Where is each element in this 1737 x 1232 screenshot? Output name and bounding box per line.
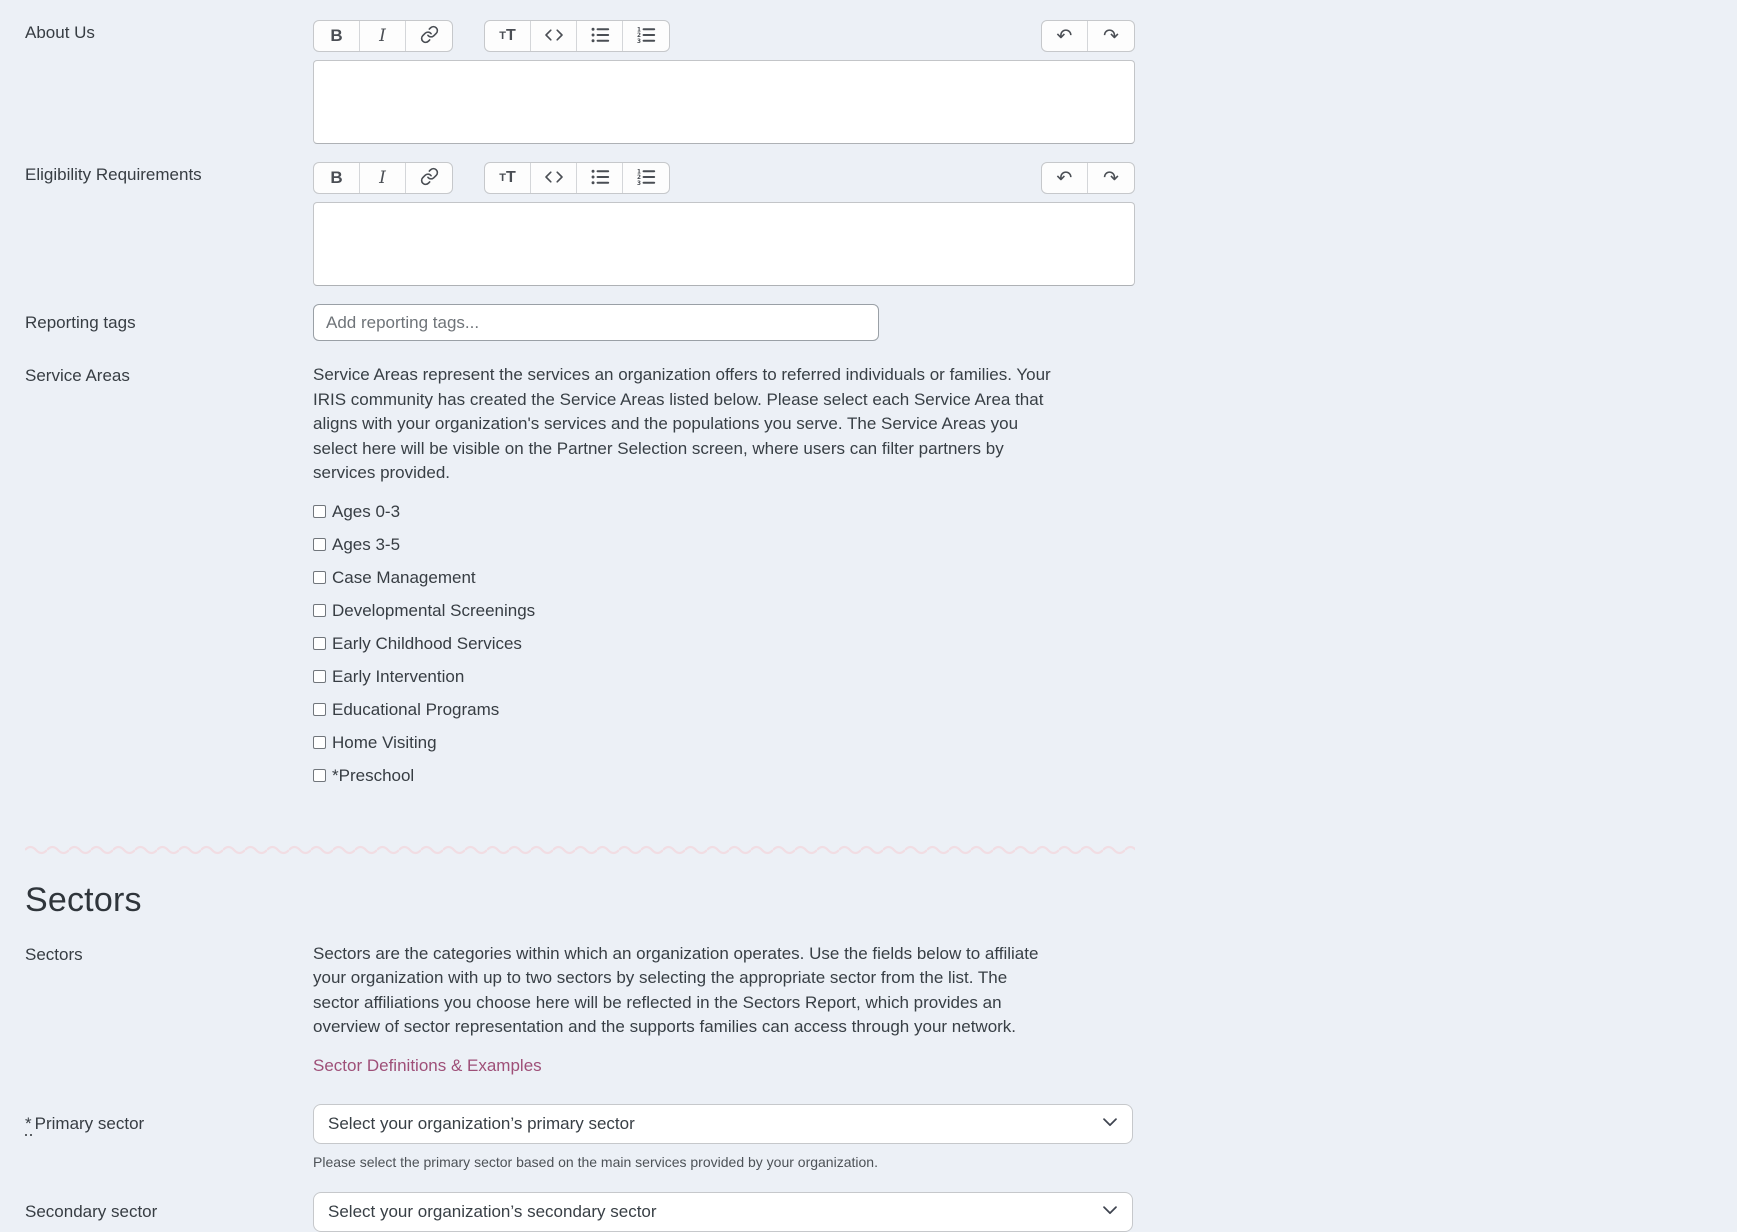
svg-text:2: 2 xyxy=(637,174,641,181)
font-size-icon: T xyxy=(499,172,506,184)
service-area-option[interactable] xyxy=(313,766,1135,786)
required-marker: * xyxy=(25,1114,32,1136)
about-us-label: About Us xyxy=(25,23,95,42)
history-button-group xyxy=(1041,162,1135,194)
service-area-checkbox[interactable] xyxy=(313,670,326,683)
redo-icon: ↷ xyxy=(1103,166,1119,189)
primary-sector-selected-value: Select your organization’s primary sector xyxy=(328,1113,635,1133)
redo-button[interactable] xyxy=(1088,21,1134,51)
eligibility-requirements-editor[interactable] xyxy=(313,202,1135,286)
undo-button[interactable] xyxy=(1042,21,1088,51)
bullet-list-icon xyxy=(590,168,610,189)
secondary-sector-select[interactable] xyxy=(313,1192,1133,1232)
service-area-checkbox[interactable] xyxy=(313,571,326,584)
secondary-sector-label: Secondary sector xyxy=(25,1201,158,1221)
svg-text:2: 2 xyxy=(637,32,641,39)
service-area-option-label: Ages 3-5 xyxy=(332,534,401,554)
sectors-description: Sectors are the categories within which an organization operates. Use the fields below to affiliate your organization with up to two sectors by selecting the appropriate sector from the list. The sector affiliations you choose here will be reflected in the Sectors Report, which provides an overview of sector representation and the supports families can access through your network. xyxy=(313,943,1039,1036)
font-size-button[interactable]: T T xyxy=(485,21,531,51)
code-button[interactable] xyxy=(531,163,577,193)
service-area-option[interactable] xyxy=(313,733,1135,753)
eligibility-requirements-row xyxy=(25,162,1140,286)
about-us-row xyxy=(25,20,1140,144)
eligibility-editor-toolbar xyxy=(313,162,1135,194)
bullet-list-button[interactable] xyxy=(577,163,623,193)
service-area-checkbox[interactable] xyxy=(313,703,326,716)
primary-sector-row xyxy=(25,1104,1140,1170)
service-area-option-label: Home Visiting xyxy=(332,732,437,752)
eligibility-requirements-label: Eligibility Requirements xyxy=(25,165,202,184)
link-icon xyxy=(420,25,439,47)
history-button-group xyxy=(1041,20,1135,52)
font-size-icon: T xyxy=(499,30,506,42)
reporting-tags-input[interactable] xyxy=(313,304,879,341)
service-area-option[interactable] xyxy=(313,601,1135,621)
secondary-sector-selected-value: Select your organization’s secondary sector xyxy=(328,1201,657,1221)
secondary-sector-row xyxy=(25,1192,1140,1232)
section-divider xyxy=(25,843,1135,855)
numbered-list-icon xyxy=(636,168,656,189)
primary-sector-help-text: Please select the primary sector based on the main services provided by your organization. xyxy=(313,1153,878,1170)
chevron-down-icon xyxy=(1102,1203,1118,1221)
italic-button[interactable]: I xyxy=(360,21,406,51)
numbered-list-button[interactable] xyxy=(623,21,669,51)
format-button-group xyxy=(313,20,453,52)
code-icon xyxy=(544,27,564,46)
redo-icon: ↷ xyxy=(1103,24,1119,47)
sectors-label: Sectors xyxy=(25,944,83,964)
about-us-editor-toolbar xyxy=(313,20,1135,52)
code-icon xyxy=(544,169,564,188)
service-area-option-label: Case Management xyxy=(332,567,476,587)
insert-button-group xyxy=(484,20,670,52)
service-area-option[interactable] xyxy=(313,535,1135,555)
bold-button[interactable]: B xyxy=(314,163,360,193)
numbered-list-button[interactable] xyxy=(623,163,669,193)
format-button-group xyxy=(313,162,453,194)
service-area-option-label: Early Childhood Services xyxy=(332,633,522,653)
link-icon xyxy=(420,167,439,189)
reporting-tags-row xyxy=(25,304,1140,341)
service-areas-label: Service Areas xyxy=(25,366,130,385)
font-size-button[interactable]: T T xyxy=(485,163,531,193)
service-area-option-label: Developmental Screenings xyxy=(332,600,536,620)
svg-text:1: 1 xyxy=(637,26,641,33)
service-area-checkbox[interactable] xyxy=(313,604,326,617)
service-area-checkbox[interactable] xyxy=(313,505,326,518)
svg-text:1: 1 xyxy=(637,168,641,175)
service-areas-description: Service Areas represent the services an organization offers to referred individuals or families. Your IRIS community has created the Service Areas listed below. Please select each Service Area that aligns with your organization's services and the populations you serve. The Service Areas you select here will be visible on the Partner Selection screen, where users can filter partners by services provided. xyxy=(313,365,1051,482)
service-areas-checkbox-list xyxy=(313,502,1135,786)
bullet-list-icon xyxy=(590,26,610,47)
bold-button[interactable]: B xyxy=(314,21,360,51)
about-us-editor[interactable] xyxy=(313,60,1135,144)
service-area-option-label: *Preschool xyxy=(332,765,415,785)
italic-button[interactable]: I xyxy=(360,163,406,193)
numbered-list-icon xyxy=(636,26,656,47)
svg-text:3: 3 xyxy=(637,180,641,186)
reporting-tags-label: Reporting tags xyxy=(25,313,136,332)
code-button[interactable] xyxy=(531,21,577,51)
service-area-option[interactable] xyxy=(313,502,1135,522)
undo-icon: ↶ xyxy=(1056,24,1073,47)
chevron-down-icon xyxy=(1102,1115,1118,1133)
service-area-option-label: Ages 0-3 xyxy=(332,501,401,521)
bullet-list-button[interactable] xyxy=(577,21,623,51)
sectors-section-heading: Sectors xyxy=(25,880,142,919)
service-area-option-label: Early Intervention xyxy=(332,666,465,686)
sectors-row xyxy=(25,942,1140,1104)
primary-sector-select[interactable] xyxy=(313,1104,1133,1144)
service-areas-row xyxy=(25,363,1140,799)
primary-sector-label: * Primary sector xyxy=(25,1104,313,1170)
service-area-option[interactable] xyxy=(313,700,1135,720)
redo-button[interactable] xyxy=(1088,163,1134,193)
insert-button-group xyxy=(484,162,670,194)
service-area-option[interactable] xyxy=(313,568,1135,588)
undo-button[interactable] xyxy=(1042,163,1088,193)
link-button[interactable] xyxy=(406,163,452,193)
svg-text:3: 3 xyxy=(637,38,641,44)
link-button[interactable] xyxy=(406,21,452,51)
service-area-checkbox[interactable] xyxy=(313,637,326,650)
service-area-checkbox[interactable] xyxy=(313,769,326,782)
service-area-option-label: Educational Programs xyxy=(332,699,500,719)
service-area-checkbox[interactable] xyxy=(313,736,326,749)
sector-definitions-link[interactable]: Sector Definitions & Examples xyxy=(313,1055,542,1075)
service-area-checkbox[interactable] xyxy=(313,538,326,551)
service-area-option[interactable] xyxy=(313,634,1135,654)
undo-icon: ↶ xyxy=(1056,166,1073,189)
service-area-option[interactable] xyxy=(313,667,1135,687)
